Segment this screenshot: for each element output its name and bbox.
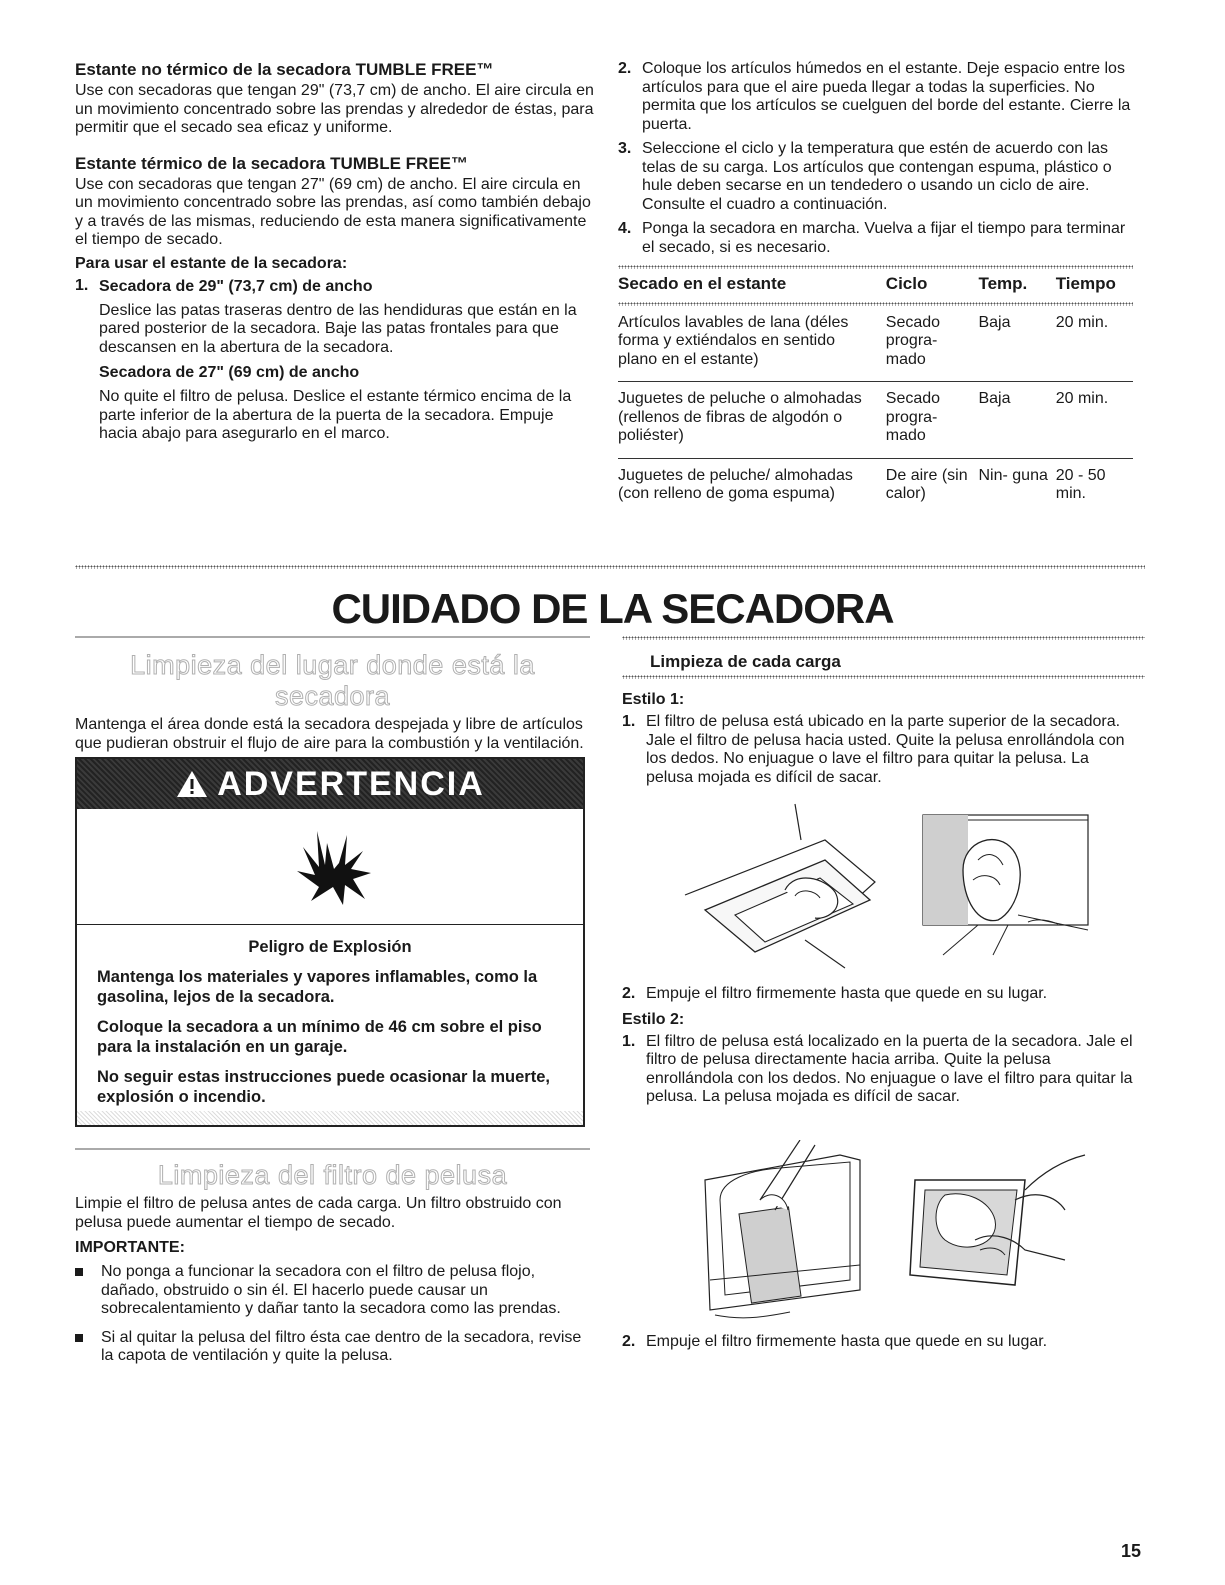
table-header: Ciclo [885, 274, 928, 293]
style-1-step-1 [622, 713, 1137, 787]
table-cell: 20 min. [1056, 382, 1133, 459]
divider [75, 1148, 590, 1150]
table-row [618, 382, 1133, 459]
step-text: Coloque los artículos húmedos en el estante. Deje espacio entre los artículos para que el aire pueda llegar a todas la superficies. No permita que los artículos se cuelguen del borde del estante. Cierre la puerta. [642, 60, 1131, 133]
filter-screen-illustration [905, 1150, 1090, 1300]
divider [622, 636, 1145, 640]
warning-bottom-band [77, 1111, 583, 1125]
step-text: Seleccione el ciclo y la temperatura que estén de acuerdo con las telas de su carga. Los artículos que contengan espuma, plástico o hule deben secarse en un tendedero o usando un ciclo de aire. Consulte el cuadro a continuación. [642, 140, 1112, 213]
table-header-row [618, 269, 1133, 302]
step-number: 3. [618, 140, 632, 157]
section-divider [75, 565, 1145, 569]
style-2-step-1 [622, 1033, 1137, 1107]
page-number: 15 [1120, 1541, 1141, 1561]
step-number: 1. [622, 713, 636, 730]
lint-filter-section [75, 1160, 590, 1376]
explosion-icon [289, 821, 379, 911]
bullet-icon [75, 1334, 83, 1342]
table-header: Tiempo [1055, 274, 1116, 293]
table-header: Temp. [978, 274, 1028, 293]
step-number: 2. [622, 985, 636, 1002]
rack-27-text: No quite el filtro de pelusa. Deslice el estante térmico encima de la parte inferior de la abertura de la puerta de la secadora. Empuje hacia abajo para asegurarlo en el marco. [99, 388, 572, 442]
rack-step-1 [75, 277, 595, 444]
lint-filter-text: Limpie el filtro de pelusa antes de cada carga. Un filtro obstruido con pelusa puede aumentar el tiempo de secado. [75, 1195, 562, 1231]
step-number: 2. [622, 1333, 636, 1350]
table-row [618, 458, 1133, 516]
table-cell: Juguetes de peluche o almohadas (rellenos de fibras de algodón o poliéster) [618, 382, 886, 459]
bullet-text: Si al quitar la pelusa del filtro ésta cae dentro de la secadora, revise la capota de ventilación y quite la pelusa. [101, 1328, 582, 1364]
heading-non-thermal-rack: Estante no térmico de la secadora TUMBLE FREE™ [75, 60, 494, 79]
top-left-column [75, 60, 595, 444]
table-row [618, 306, 1133, 382]
section-title-location: Limpieza del lugar donde está la secadora [130, 650, 535, 711]
rack-27-title: Secadora de 27" (69 cm) de ancho [99, 364, 360, 381]
divider [622, 675, 1145, 679]
style-1-step-2 [622, 985, 1137, 1004]
table-header: Secado en el estante [618, 274, 787, 293]
table-cell: 20 - 50 min. [1055, 466, 1106, 502]
table-cell: 20 min. [1056, 306, 1133, 382]
step-number: 4. [618, 220, 632, 237]
location-cleaning-section [75, 650, 590, 753]
door-filter-illustration [700, 1140, 875, 1330]
warning-label: ADVERTENCIA [217, 764, 485, 803]
warning-line-3: No seguir estas instrucciones puede ocasionar la muerte, explosión o incendio. [97, 1068, 550, 1106]
top-right-column [618, 60, 1133, 516]
warning-text [77, 925, 583, 1107]
step-text: Ponga la secadora en marcha. Vuelva a fijar el tiempo para terminar el secado, si es necesario. [642, 220, 1126, 256]
table-cell: Baja [978, 382, 1055, 459]
style-2-label: Estilo 2: [622, 1010, 685, 1028]
list-item [75, 1329, 590, 1366]
heading-thermal-rack: Estante térmico de la secadora TUMBLE FREE™ [75, 153, 468, 173]
page-title: CUIDADO DE LA SECADORA [331, 585, 894, 632]
warning-box [75, 757, 585, 1127]
table-cell: Nin- guna [978, 466, 1048, 484]
table-cell: Secado progra- mado [886, 382, 979, 459]
rack-step-3 [618, 140, 1133, 214]
location-cleaning-text: Mantenga el área donde está la secadora despejada y libre de artículos que pudieran obstruir el flujo de aire para la combustión y la ventilación. [75, 716, 584, 752]
step-text: Empuje el filtro firmemente hasta que quede en su lugar. [646, 1333, 1048, 1350]
rack-steps [618, 60, 1133, 257]
style-1-label: Estilo 1: [622, 691, 685, 708]
list-item [75, 1263, 590, 1319]
each-load-heading: Limpieza de cada carga [650, 652, 841, 671]
style-1-section [622, 690, 1137, 787]
rack-drying-table [618, 269, 1133, 516]
warning-heading: Peligro de Explosión [248, 938, 412, 956]
step-number: 2. [618, 60, 632, 77]
style-2-step-2 [622, 1333, 1137, 1352]
step-text: Empuje el filtro firmemente hasta que quede en su lugar. [646, 985, 1048, 1002]
table-cell: Artículos lavables de lana (déles forma y extiéndalos en sentido plano en el estante) [618, 306, 886, 382]
warning-line-2: Coloque la secadora a un mínimo de 46 cm sobre el piso para la instalación en un garaje. [97, 1018, 542, 1056]
rack-29-title: Secadora de 29" (73,7 cm) de ancho [99, 277, 373, 295]
rack-step-2 [618, 60, 1133, 134]
important-label: IMPORTANTE: [75, 1239, 185, 1256]
step-text: El filtro de pelusa está ubicado en la parte superior de la secadora. Jale el filtro de pelusa hacia usted. Quite la pelusa enrollándola con los dedos. No enjuague o lave el filtro para quitar la pelusa. La pelusa mojada es difícil de sacar. [646, 713, 1125, 786]
section-title-lint: Limpieza del filtro de pelusa [157, 1160, 508, 1190]
non-thermal-rack-text: Use con secadoras que tengan 29" (73,7 cm) de ancho. El aire circula en un movimiento concentrado sobre las prendas y alrededor de éstas, para permitir que el secado sea eficaz y uniforme. [75, 82, 594, 136]
step-text: El filtro de pelusa está localizado en la puerta de la secadora. Jale el filtro de pelusa directamente hacia arriba. Quite la pelusa enrollándola con los dedos. No enjuague o lave el filtro para quitar la pelusa. La pelusa mojada es difícil de sacar. [646, 1032, 1133, 1105]
table-cell: Secado progra- mado [886, 306, 979, 382]
warning-line-1: Mantenga los materiales y vapores inflamables, como la gasolina, lejos de la secadora. [97, 968, 538, 1006]
heading-use-rack: Para usar el estante de la secadora: [75, 254, 348, 272]
table-cell: De aire (sin calor) [885, 466, 968, 502]
rack-step-4 [618, 220, 1133, 257]
table-cell: Juguetes de peluche/ almohadas (con relleno de goma espuma) [618, 466, 853, 502]
table-cell: Baja [978, 306, 1055, 382]
bullet-text: No ponga a funcionar la secadora con el filtro de pelusa flojo, dañado, obstruido o sin él. El hacerlo puede causar un sobrecalentamiento y dañar tanto la secadora como las prendas. [101, 1263, 561, 1317]
warning-icon-area [77, 809, 583, 925]
warning-banner [77, 759, 583, 809]
bullet-icon [75, 1268, 83, 1276]
step-number: 1. [622, 1032, 636, 1050]
lint-removal-illustration [918, 810, 1093, 960]
step-number: 1. [75, 276, 89, 294]
style-1-step-2-block [622, 985, 1137, 1107]
rack-29-text: Deslice las patas traseras dentro de las hendiduras que están en la pared posterior de la secadora. Baje las patas frontales para que descansen en la abertura de la secadora. [99, 301, 577, 356]
style-2-step-2-block [622, 1333, 1137, 1352]
lint-filter-top-illustration [675, 800, 890, 970]
divider [75, 636, 590, 638]
warning-triangle-icon [175, 769, 209, 799]
thermal-rack-text: Use con secadoras que tengan 27" (69 cm) de ancho. El aire circula en un movimiento concentrado sobre las prendas, así como también debajo y a través de las mismas, reduciendo de esta manera significativamente el tiempo de secado. [75, 175, 591, 248]
